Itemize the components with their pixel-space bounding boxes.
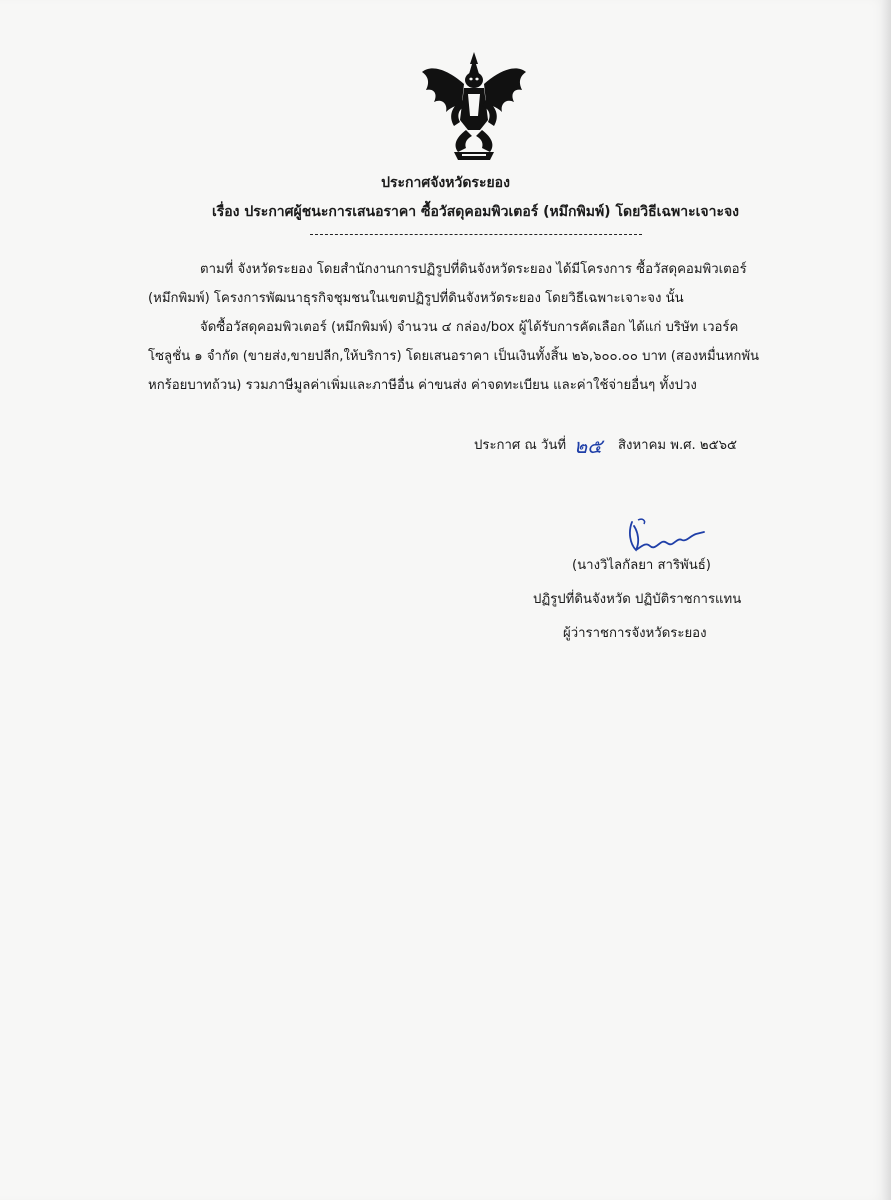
signer-position-line1: ปฏิรูปที่ดินจังหวัด ปฏิบัติราชการแทน bbox=[533, 592, 742, 607]
announcement-subject: เรื่อง ประกาศผู้ชนะการเสนอราคา ซื้อวัสดุคอมพิวเตอร์ (หมึกพิมพ์) โดยวิธีเฉพาะเจาะจง bbox=[211, 204, 740, 220]
date-day-handwritten: ๒๕ bbox=[574, 434, 603, 458]
divider-line bbox=[310, 234, 642, 235]
date-suffix: สิงหาคม พ.ศ. ๒๕๖๕ bbox=[618, 438, 737, 453]
paragraph2-line1: จัดซื้อวัสดุคอมพิวเตอร์ (หมึกพิมพ์) จำนวน ๔ กล่อง/box ผู้ได้รับการคัดเลือก ได้แก่ บริษัท เวอร์ค bbox=[200, 320, 739, 335]
garuda-emblem-icon bbox=[418, 50, 530, 162]
paragraph1-line2: (หมึกพิมพ์) โครงการพัฒนาธุรกิจชุมชนในเขตปฏิรูปที่ดินจังหวัดระยอง โดยวิธีเฉพาะเจาะจง นั้น bbox=[148, 291, 684, 306]
signer-position-line2: ผู้ว่าราชการจังหวัดระยอง bbox=[563, 626, 707, 641]
signature-icon bbox=[620, 512, 710, 556]
paragraph2-line3: หกร้อยบาทถ้วน) รวมภาษีมูลค่าเพิ่มและภาษีอื่น ค่าขนส่ง ค่าจดทะเบียน และค่าใช้จ่ายอื่นๆ ทั้งปวง bbox=[148, 378, 697, 393]
date-prefix: ประกาศ ณ วันที่ bbox=[474, 438, 567, 453]
paragraph2-line2: โซลูชั่น ๑ จำกัด (ขายส่ง,ขายปลีก,ให้บริการ) โดยเสนอราคา เป็นเงินทั้งสิ้น ๒๖,๖๐๐.๐๐ บาท (สองหมื่นหกพัน bbox=[148, 349, 760, 364]
announcement-title: ประกาศจังหวัดระยอง bbox=[381, 175, 510, 191]
signer-name: (นางวิไลกัลยา สาริพันธ์) bbox=[572, 558, 711, 573]
paragraph1-line1: ตามที่ จังหวัดระยอง โดยสำนักงานการปฏิรูปที่ดินจังหวัดระยอง ได้มีโครงการ ซื้อวัสดุคอมพิวเตอร์ bbox=[200, 262, 747, 277]
